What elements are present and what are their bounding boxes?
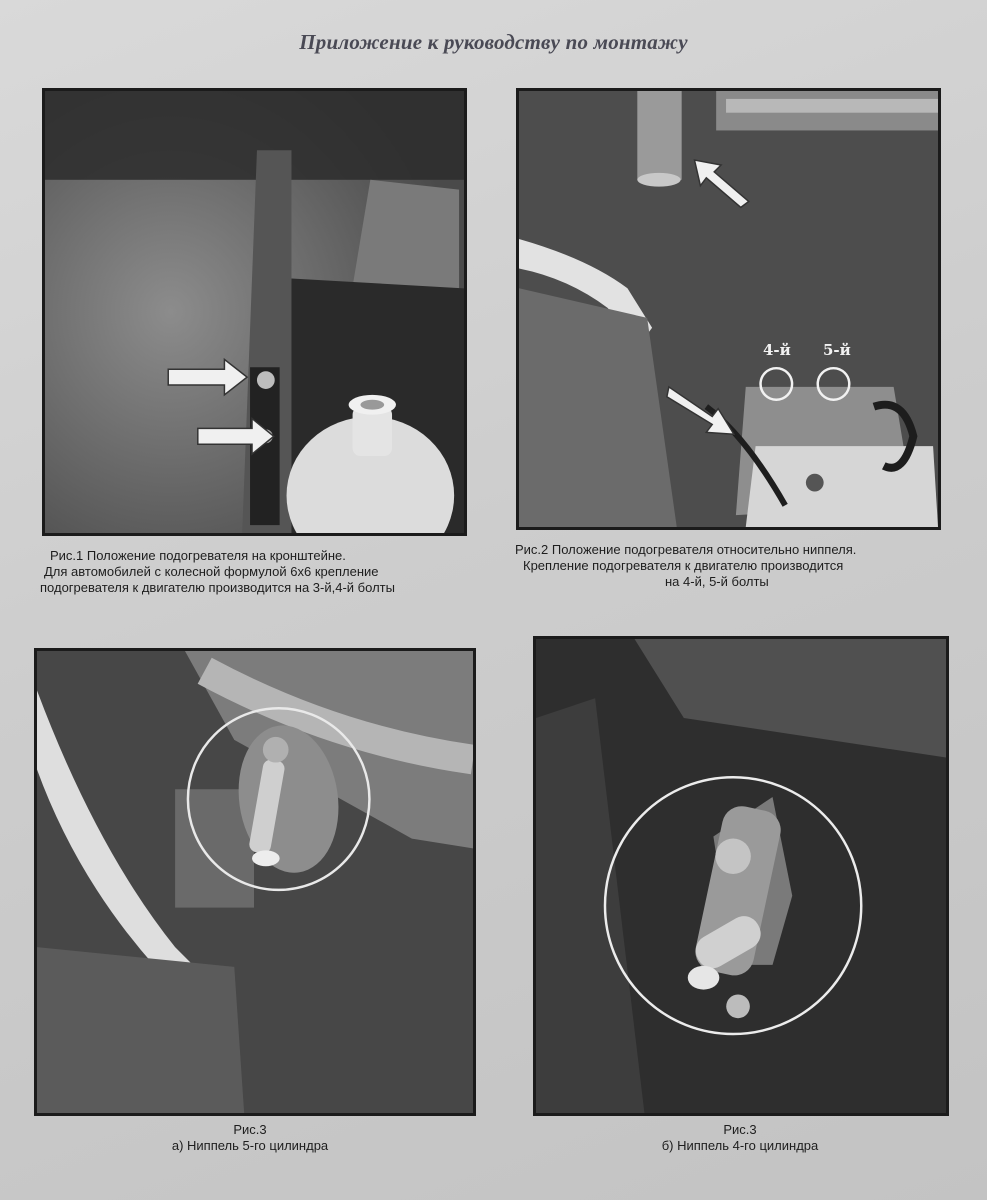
figure-2-photo [516, 88, 941, 530]
figure-3a-photo [34, 648, 476, 1116]
page-title: Приложение к руководству по монтажу [299, 30, 688, 54]
figure-3b-photo [533, 636, 949, 1116]
figure-1-photo [42, 88, 467, 536]
figure-3b-caption: Рис.3 б) Ниппель 4-го цилиндра [661, 1122, 819, 1153]
figure-1-image [45, 91, 464, 533]
bolt-4-label: 4-й [763, 341, 791, 359]
figure-3b-image [536, 639, 946, 1113]
figure-2-image [519, 91, 938, 527]
figure-2-caption: Рис.2 Положение подогревателя относительно ниппеля. Крепление подогревателя к двигателю производится на 4-й, 5-й болты [515, 542, 857, 589]
figure-3a-image [37, 651, 473, 1113]
figure-3a-caption: Рис.3 а) Ниппель 5-го цилиндра [171, 1122, 329, 1153]
figure-1-caption: Рис.1 Положение подогревателя на кронштейне. Для автомобилей с колесной формулой 6x6 крепление подогревателя к двигателю производится на 3-й,4-й болты [40, 548, 395, 595]
bolt-5-label: 5-й [823, 341, 851, 359]
